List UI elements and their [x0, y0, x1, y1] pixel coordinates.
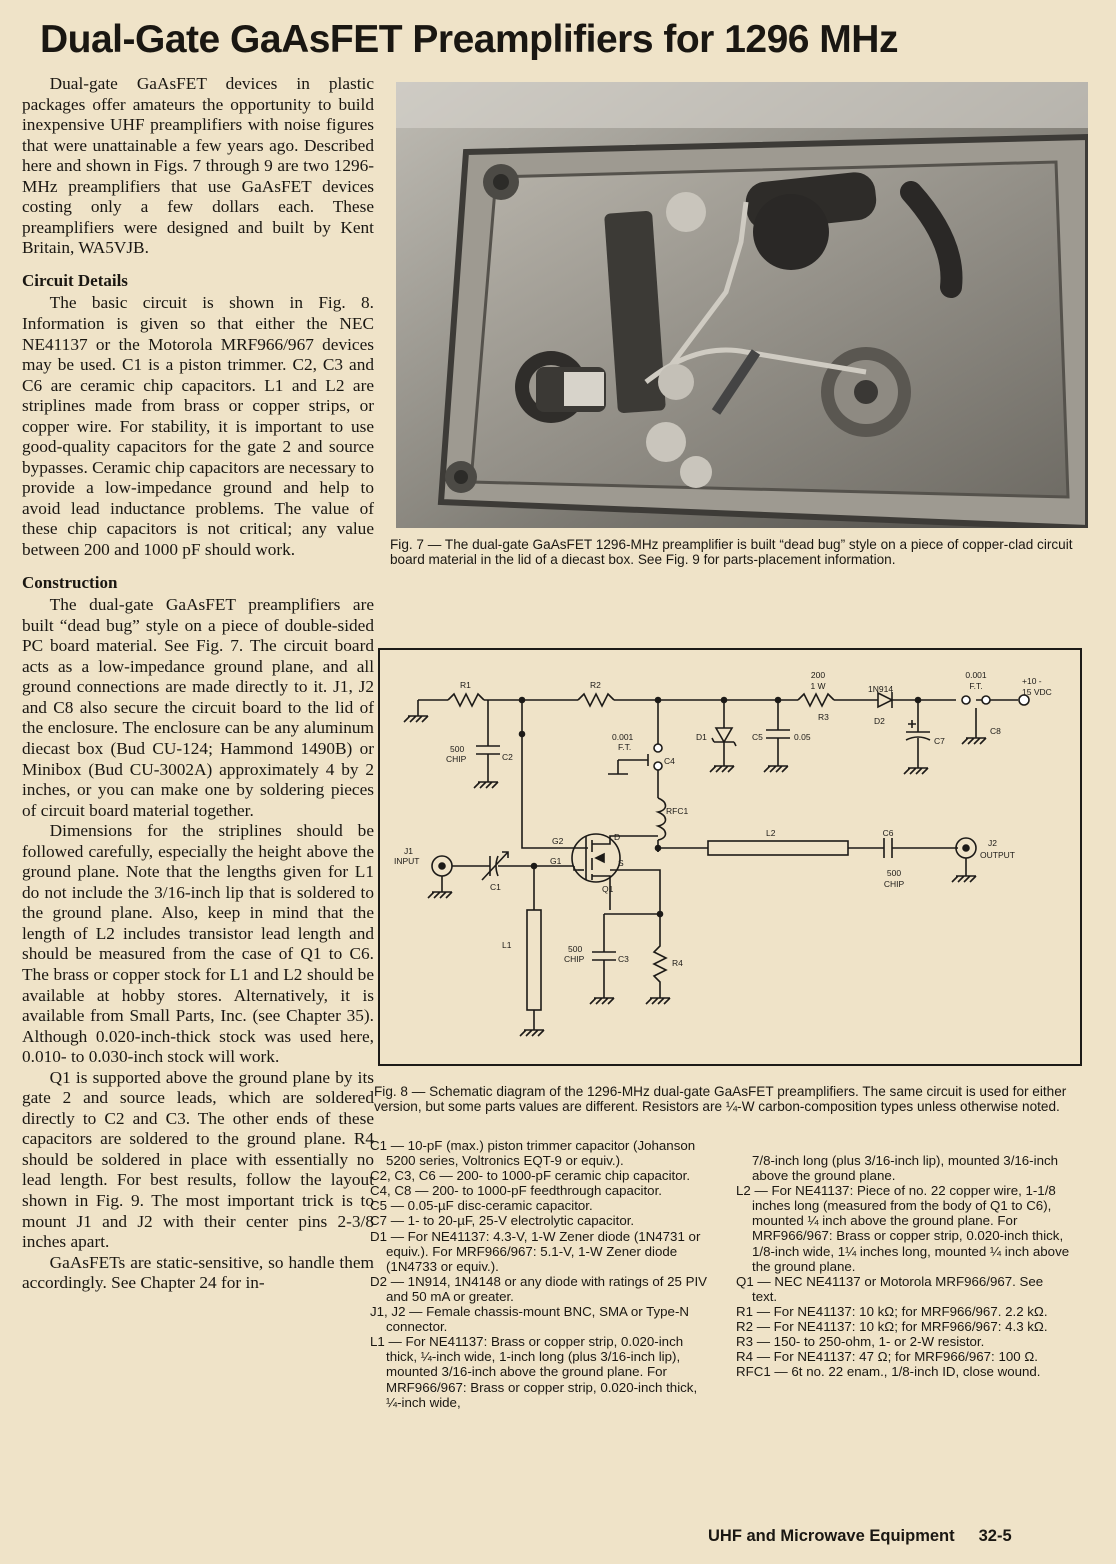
parts-list-right: [736, 1153, 1072, 1379]
label-c2-value-bottom: CHIP: [446, 754, 467, 764]
body-text-column: [22, 74, 374, 1294]
label-r3: R3: [818, 712, 829, 722]
label-c4: C4: [664, 756, 675, 766]
parts-item-c1: C1 — 10-pF (max.) piston trimmer capacitor (Johanson 5200 series, Voltronics EQT-9 or equiv.).: [370, 1138, 696, 1169]
label-c5-value: 0.05: [794, 732, 811, 742]
label-c6-value-bottom: CHIP: [883, 879, 905, 889]
parts-item-l1: L1 — For NE41137: Brass or copper strip, 0.020-inch thick, ¼-inch wide, 1-inch long (plus 3/16-inch lip), mounted 3/16-inch above the ground plane. For MRF966/967: Brass or copper strip, 0.020-inch thick, ¼-inch wide,: [370, 1334, 698, 1410]
label-c6: C6: [882, 828, 894, 838]
label-g1: G1: [550, 856, 562, 866]
parts-item-d1: D1 — For NE41137: 4.3-V, 1-W Zener diode (1N4731 or equiv.). For MRF966/967: 5.1-V, 1-W Zener diode (1N4733 or equiv.).: [370, 1228, 701, 1274]
label-c8-value-bottom: F.T.: [969, 681, 983, 691]
parts-item-c4-c8: C4, C8 — 200- to 1000-pF feedthrough capacitor.: [370, 1183, 662, 1199]
label-q1: Q1: [602, 884, 614, 894]
section-heading-construction: Construction: [22, 572, 118, 592]
parts-item-l2: L2 — For NE41137: Piece of no. 22 copper wire, 1-1/8 inches long (measured from the body of Q1 to C6), mounted ¼ inch above the ground plane. For MRF966/967: Brass or copper strip, 0.020-inch thick, 1/8-inch wide, 1¼ inches long, mounted ¼ inch above the ground plane.: [736, 1183, 1070, 1274]
parts-item-r2: R2 — For NE41137: 10 kΩ; for MRF966/967: 4.3 kΩ.: [736, 1319, 1048, 1335]
parts-item-c7: C7 — 1- to 20-µF, 25-V electrolytic capacitor.: [370, 1213, 635, 1229]
label-c5: C5: [752, 732, 763, 742]
label-c6-value-top: 500: [886, 868, 902, 878]
label-d2-type: 1N914: [868, 684, 894, 694]
parts-item-r3: R3 — 150- to 250-ohm, 1- or 2-W resistor.: [736, 1334, 985, 1350]
footer-section-title: UHF and Microwave Equipment: [708, 1527, 955, 1545]
page-number: 32-5: [978, 1527, 1012, 1545]
label-l1: L1: [502, 940, 512, 950]
parts-item-rfc1: RFC1 — 6t no. 22 enam., 1/8-inch ID, close wound.: [736, 1364, 1041, 1380]
label-c3: C3: [618, 954, 629, 964]
construction-paragraph-4: GaAsFETs are static-sensitive, so handle them accordingly. See Chapter 24 for in-: [22, 1252, 374, 1293]
construction-paragraph-3: Q1 is supported above the ground plane by its gate 2 and source leads, which are soldered directly to C2 and C3. The other ends of these capacitors are soldered to the ground plane. R4 should be soldered in place with essentially no lead length. For best results, follow the layout shown in Fig. 9. The most important trick is to mount J1 and J2 with their center pins 2-3/8 inches apart.: [22, 1067, 374, 1252]
construction-paragraph-2: Dimensions for the striplines should be followed carefully, especially the height above the ground plane. Note that the lengths given for L1 do not include the 3/16-inch lip that is soldered to the ground plane. Also, keep in mind that the length of L2 includes transistor lead length and should be measured from the case of Q1 to C6. The brass or copper stock for L1 and L2 should be available at hobby stores. Alternatively, it is available from Small Parts, Inc. (see Chapter 35). Although 0.020-inch-thick stock was used here, 0.010- to 0.030-inch stock will work.: [22, 821, 374, 1067]
parts-item-q1: Q1 — NEC NE41137 or Motorola MRF966/967. See text.: [736, 1273, 1044, 1304]
parts-item-c5: C5 — 0.05-µF disc-ceramic capacitor.: [370, 1198, 593, 1214]
fig7-photo-art: [396, 82, 1088, 528]
label-rfc1: RFC1: [666, 806, 689, 816]
label-j2: J2: [988, 838, 997, 848]
label-j1: J1: [404, 846, 413, 856]
label-d1: D1: [696, 732, 707, 742]
label-r3-value-top: 200: [810, 670, 826, 680]
label-d2: D2: [874, 716, 885, 726]
page-title: Dual-Gate GaAsFET Preamplifiers for 1296 MHz: [40, 18, 898, 61]
parts-list-left: [370, 1138, 710, 1410]
label-c2-value-top: 500: [450, 744, 465, 754]
label-c4-value-top: 0.001: [612, 732, 634, 742]
label-j2-sub: OUTPUT: [980, 850, 1015, 860]
fig8-schematic: [378, 648, 1082, 1066]
label-supply-bottom: 15 VDC: [1022, 687, 1052, 697]
parts-item-c2-c3-c6: C2, C3, C6 — 200- to 1000-pF ceramic chip capacitor.: [370, 1168, 691, 1184]
label-l2: L2: [766, 828, 776, 838]
parts-item-j1-j2: J1, J2 — Female chassis-mount BNC, SMA or Type-N connector.: [370, 1304, 689, 1335]
fig8-caption: Fig. 8 — Schematic diagram of the 1296-MHz dual-gate GaAsFET preamplifiers. The same circuit is used for either version, but some parts values are different. Resistors are ¼-W carbon-composition types unless otherwise noted.: [374, 1084, 1067, 1115]
label-g2: G2: [552, 836, 564, 846]
label-c8-value-top: 0.001: [965, 670, 987, 680]
page-footer: [708, 1527, 1012, 1546]
label-r2: R2: [590, 680, 601, 690]
fig7-caption: Fig. 7 — The dual-gate GaAsFET 1296-MHz preamplifier is built “dead bug” style on a piece of copper-clad circuit board material in the lid of a diecast box. See Fig. 9 for parts-placement information.: [390, 537, 1073, 568]
label-r1: R1: [460, 680, 471, 690]
label-s: S: [618, 858, 624, 868]
circuit-details-paragraph: The basic circuit is shown in Fig. 8. Information is given so that either the NEC NE41137 or the Motorola MRF966/967 devices may be used. C1 is a piston trimmer. C2, C3 and C6 are ceramic chip capacitors. L1 and L2 are striplines made from brass or copper strips, or copper wire. For stability, it is important to use good-quality capacitors for the gate 2 and source bypasses. Ceramic chip capacitors are necessary to provide a low-impedance ground and help to avoid lead inductance problems. The value of these chip capacitors is not critical; any value between 200 and 1000 pF should work.: [22, 293, 374, 560]
section-heading-circuit-details: Circuit Details: [22, 270, 128, 290]
label-j1-sub: INPUT: [394, 856, 420, 866]
label-r4: R4: [672, 958, 683, 968]
intro-paragraph: Dual-gate GaAsFET devices in plastic packages offer amateurs the opportunity to build inexpensive UHF preamplifiers with noise figures that were unattainable a few years ago. Described here and shown in Figs. 7 through 9 are two 1296-MHz preamplifiers that use GaAsFET devices costing only a few dollars each. These preamplifiers were designed and built by Kent Britain, WA5VJB.: [22, 74, 374, 258]
label-supply-top: +10 -: [1022, 676, 1042, 686]
label-c3-value-bottom: CHIP: [564, 954, 585, 964]
parts-item-r4: R4 — For NE41137: 47 Ω; for MRF966/967: 100 Ω.: [736, 1349, 1038, 1365]
label-c1: C1: [490, 882, 501, 892]
parts-item-r1: R1 — For NE41137: 10 kΩ; for MRF966/967. 2.2 kΩ.: [736, 1303, 1048, 1319]
label-c2: C2: [502, 752, 513, 762]
construction-paragraph-1: The dual-gate GaAsFET preamplifiers are built “dead bug” style on a piece of double-sided PC board material. See Fig. 7. The circuit board acts as a low-impedance ground plane, and all ground connections are made directly to it. J1, J2 and C8 also secure the circuit board to the lid of the enclosure. The enclosure can be any aluminum diecast box (Bud CU-124; Hammond 1490B) or Minibox (Bud CU-3002A) approximately 4 by 2 inches, or you can make one by soldering pieces of circuit board material together.: [22, 595, 374, 820]
fig7-photo: [396, 82, 1088, 528]
parts-item-d2: D2 — 1N914, 1N4148 or any diode with ratings of 25 PIV and 50 mA or greater.: [370, 1273, 708, 1304]
label-d: D: [614, 832, 621, 842]
label-c7: C7: [934, 736, 945, 746]
label-c8: C8: [990, 726, 1001, 736]
label-c3-value-top: 500: [568, 944, 583, 954]
label-c4-value-bottom: F.T.: [618, 742, 632, 752]
label-r3-value-bottom: 1 W: [810, 681, 826, 691]
parts-item-l1-continued: 7/8-inch long (plus 3/16-inch lip), mounted 3/16-inch above the ground plane.: [752, 1153, 1059, 1184]
